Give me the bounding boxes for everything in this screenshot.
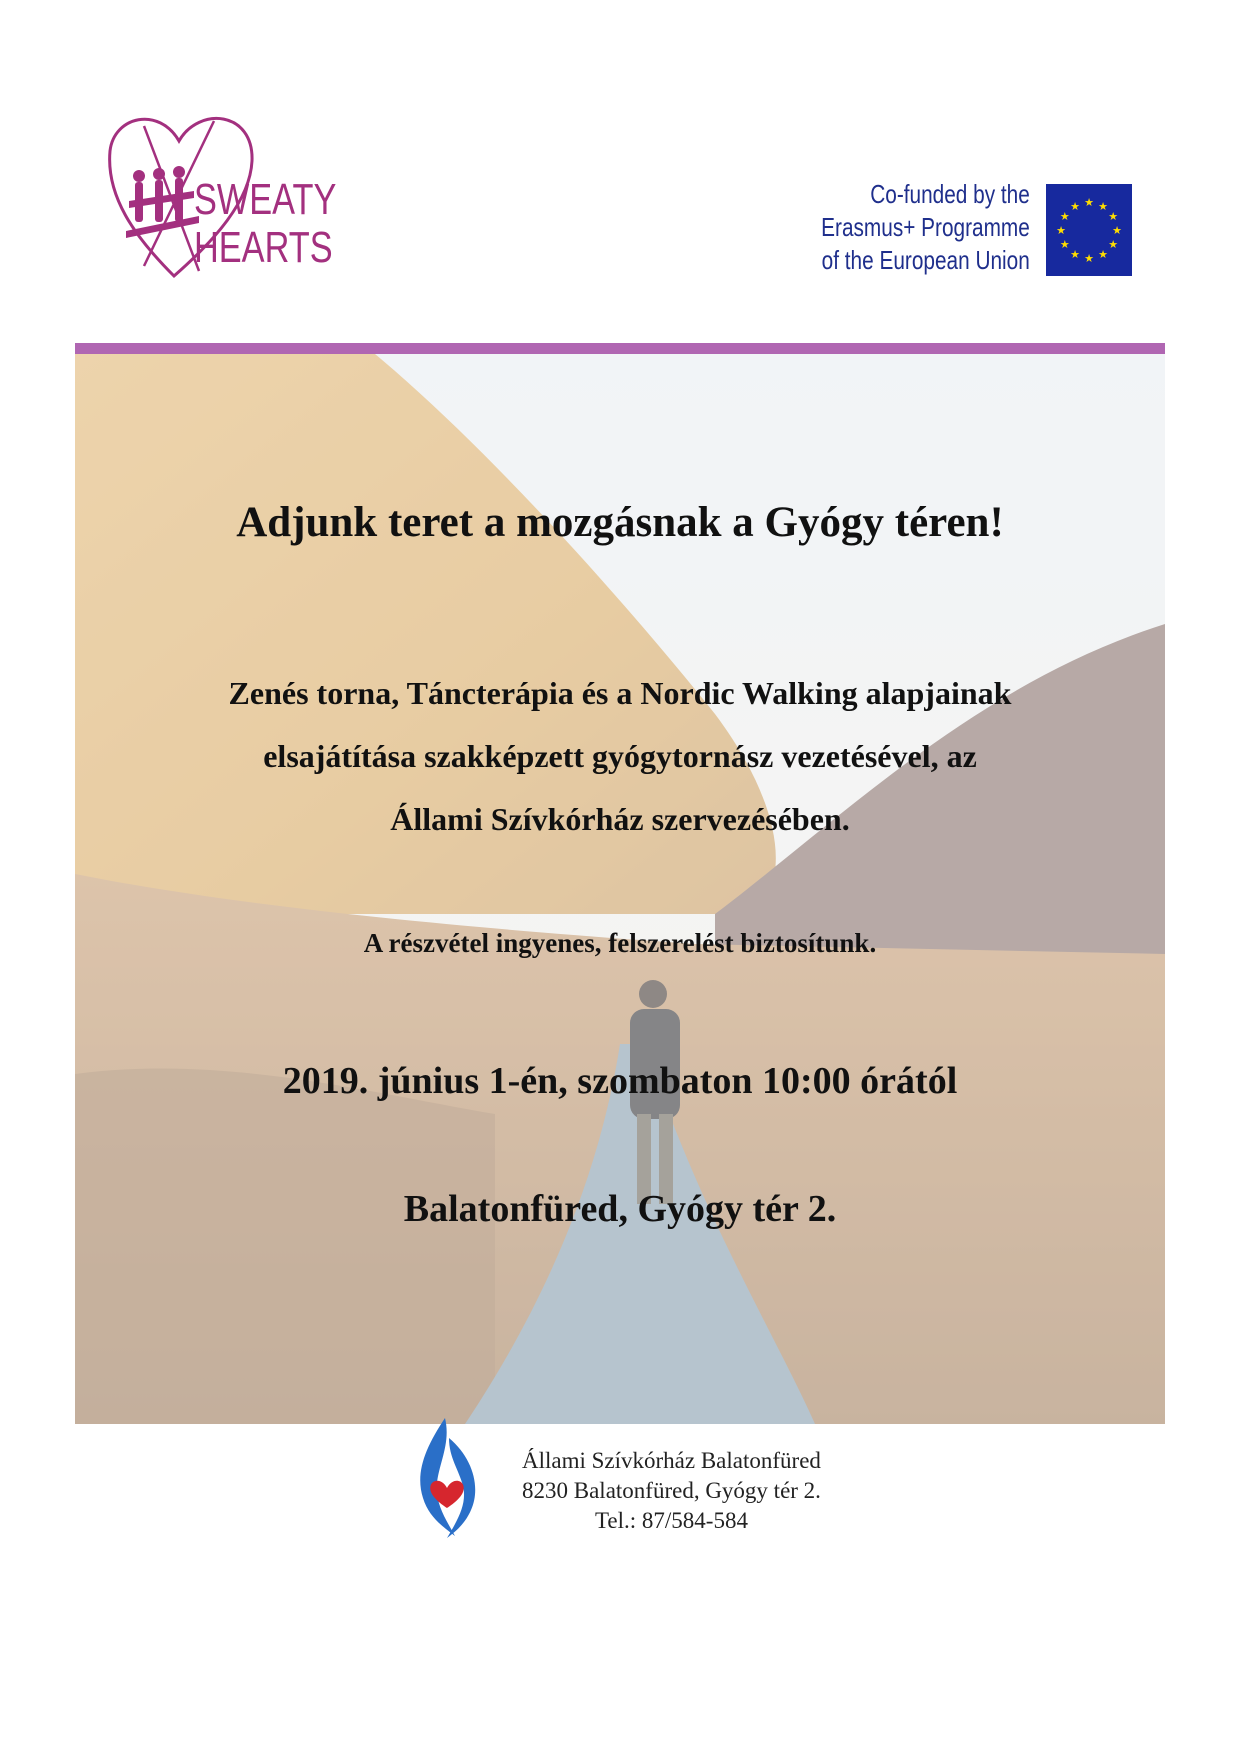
eu-star-icon: ★: [1108, 239, 1119, 251]
poster-title: Adjunk teret a mozgásnak a Gyógy téren!: [236, 499, 1004, 546]
eu-star-icon: ★: [1059, 211, 1070, 223]
description-line-1: Zenés torna, Táncterápia és a Nordic Walking alapjainak: [228, 675, 1012, 711]
sweaty-hearts-logo: [104, 106, 344, 286]
eu-star-icon: ★: [1098, 200, 1108, 213]
hospital-logo-icon: [415, 1418, 479, 1538]
poster-description: [75, 662, 1165, 851]
eu-line-2: Erasmus+ Programme: [821, 212, 1030, 242]
eu-line-1: Co-funded by the: [870, 179, 1030, 209]
eu-star-icon: ★: [1084, 197, 1094, 209]
eu-star-icon: ★: [1112, 225, 1122, 237]
eu-flag-icon: [1046, 184, 1132, 276]
logo-line-1: SWEATY: [194, 175, 337, 224]
eu-star-icon: ★: [1084, 253, 1094, 265]
hospital-name: Állami Szívkórház Balatonfüred: [522, 1448, 821, 1473]
event-date: 2019. június 1-én, szombaton 10:00 órától: [282, 1060, 958, 1102]
free-participation-note: A részvétel ingyenes, felszerelést biztosítunk.: [363, 928, 877, 958]
eu-line-3: of the European Union: [821, 245, 1030, 275]
event-location: Balatonfüred, Gyógy tér 2.: [403, 1188, 837, 1230]
hospital-address: 8230 Balatonfüred, Gyógy tér 2.: [522, 1478, 821, 1503]
eu-cofunding: [821, 176, 1136, 286]
hospital-phone: Tel.: 87/584-584: [594, 1508, 748, 1533]
sweaty-hearts-wordmark: [194, 176, 336, 272]
eu-star-icon: ★: [1070, 249, 1080, 262]
eu-star-icon: ★: [1056, 225, 1066, 237]
header-divider: [75, 343, 1165, 354]
description-line-2: elsajátítása szakképzett gyógytornász vezetésével, az: [263, 738, 977, 774]
eu-star-icon: ★: [1098, 249, 1108, 262]
hospital-contact: [522, 1446, 821, 1536]
eu-star-icon: ★: [1059, 239, 1070, 251]
logo-line-2: HEARTS: [194, 223, 333, 272]
eu-cofunding-text: [821, 178, 1030, 277]
eu-star-icon: ★: [1070, 200, 1080, 213]
description-line-3: Állami Szívkórház szervezésében.: [390, 801, 850, 837]
eu-star-icon: ★: [1108, 211, 1119, 223]
